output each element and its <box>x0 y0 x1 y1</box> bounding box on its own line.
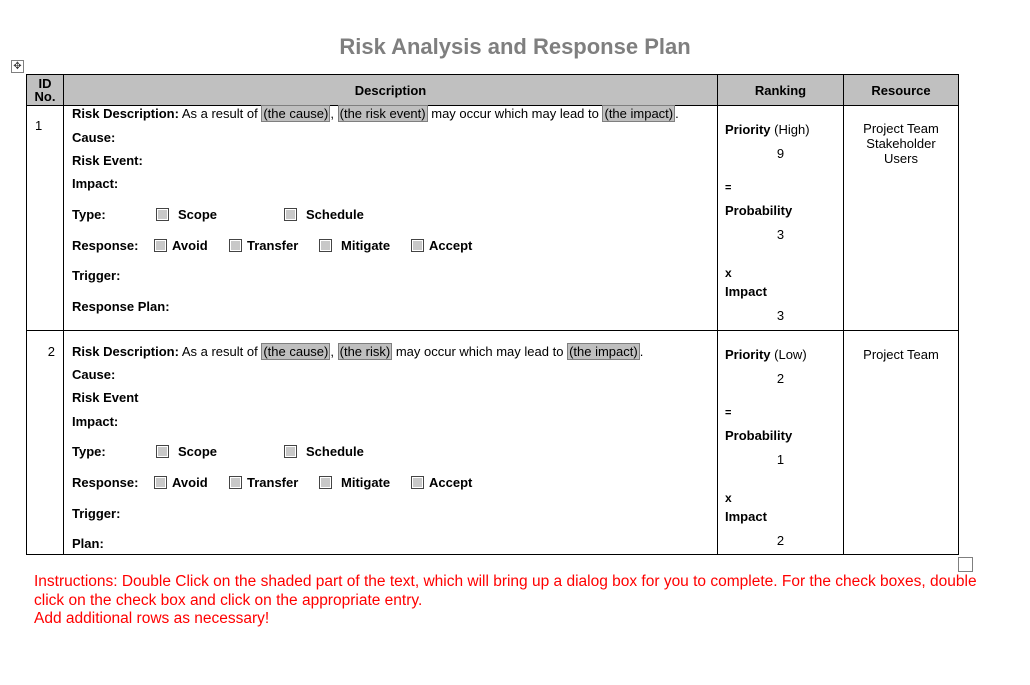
checkbox-label: Accept <box>429 238 473 253</box>
response-label: Response: <box>72 475 139 490</box>
separator: , <box>330 106 334 121</box>
resource-cell <box>844 106 959 331</box>
impact-label: Impact: <box>72 176 119 191</box>
instructions-note: Add additional rows as necessary! <box>34 610 270 627</box>
response-plan-label: Response Plan: <box>72 299 170 314</box>
trigger-label: Trigger: <box>72 506 121 521</box>
ranking-cell <box>718 331 844 555</box>
table-resize-handle[interactable] <box>958 557 973 572</box>
ranking-cell <box>718 106 844 331</box>
description-cell <box>64 106 718 331</box>
cause-label: Cause: <box>72 130 116 145</box>
probability-value: 1 <box>776 452 785 467</box>
id-cell <box>27 331 64 555</box>
checkbox-icon[interactable] <box>411 476 424 489</box>
risk-text-1: As a result of <box>181 344 258 359</box>
equals-sign: = <box>725 182 732 194</box>
resource-item: Project Team <box>863 121 939 136</box>
sentence-end: . <box>639 344 644 359</box>
checkbox-label: Avoid <box>172 475 208 490</box>
resource-item: Stakeholder <box>866 136 936 151</box>
impact-rank-label: Impact <box>725 284 767 299</box>
id-cell <box>27 106 64 331</box>
header-ranking: Ranking <box>718 75 844 106</box>
checkbox-label: Mitigate <box>341 475 391 490</box>
checkbox-icon[interactable] <box>154 476 167 489</box>
impact-rank-label: Impact <box>725 509 767 524</box>
header-description: Description <box>64 75 718 106</box>
priority-label: Priority <box>725 122 771 137</box>
checkbox-label: Mitigate <box>341 238 391 253</box>
type-schedule-checkbox[interactable] <box>284 444 364 459</box>
priority-line <box>725 347 807 362</box>
checkbox-label: Scope <box>178 444 218 459</box>
type-label: Type: <box>72 444 106 459</box>
priority-value: 2 <box>776 371 785 386</box>
cause-field[interactable]: (the cause) <box>263 106 329 121</box>
impact-value: 2 <box>776 533 785 548</box>
response-transfer-checkbox[interactable] <box>229 475 298 490</box>
impact-value: 3 <box>776 308 785 323</box>
response-accept-checkbox[interactable] <box>411 238 472 253</box>
resource-item: Users <box>884 151 918 166</box>
document-title: Risk Analysis and Response Plan <box>339 34 691 59</box>
risk-event-label: Risk Event: <box>72 153 143 168</box>
header-id <box>27 75 64 106</box>
risk-description-label: Risk Description: <box>72 344 179 359</box>
table-row <box>27 331 959 555</box>
table-header-row <box>27 75 959 106</box>
risk-text-1: As a result of <box>181 106 258 121</box>
checkbox-icon[interactable] <box>284 445 297 458</box>
checkbox-label: Schedule <box>306 444 364 459</box>
row-id: 1 <box>35 118 43 133</box>
resource-item: Project Team <box>863 347 939 362</box>
priority-value: 9 <box>776 146 785 161</box>
checkbox-icon[interactable] <box>154 239 167 252</box>
priority-line <box>725 122 810 137</box>
impact-field[interactable]: (the impact) <box>569 344 638 359</box>
plan-label: Plan: <box>72 536 104 551</box>
response-transfer-checkbox[interactable] <box>229 238 298 253</box>
risk-event-field[interactable]: (the risk) <box>339 344 391 359</box>
checkbox-label: Schedule <box>306 207 364 222</box>
type-scope-checkbox[interactable] <box>156 207 217 222</box>
type-scope-checkbox[interactable] <box>156 444 217 459</box>
response-avoid-checkbox[interactable] <box>154 475 208 490</box>
impact-label: Impact: <box>72 414 119 429</box>
checkbox-label: Transfer <box>247 475 299 490</box>
risk-text-2: may occur which may lead to <box>395 344 564 359</box>
move-icon[interactable]: ✥ <box>11 60 24 73</box>
sentence-end: . <box>675 106 679 121</box>
checkbox-label: Avoid <box>172 238 208 253</box>
priority-label: Priority <box>725 347 771 362</box>
response-avoid-checkbox[interactable] <box>154 238 208 253</box>
response-label: Response: <box>72 238 139 253</box>
response-accept-checkbox[interactable] <box>411 475 472 490</box>
checkbox-label: Transfer <box>247 238 299 253</box>
response-mitigate-checkbox[interactable] <box>319 475 390 490</box>
risk-event-label: Risk Event <box>72 390 139 405</box>
checkbox-label: Accept <box>429 475 473 490</box>
risk-table <box>26 74 959 555</box>
checkbox-icon[interactable] <box>229 239 242 252</box>
header-id-line2: No. <box>34 89 56 104</box>
checkbox-icon[interactable] <box>156 208 169 221</box>
trigger-label: Trigger: <box>72 268 121 283</box>
equals-sign: = <box>725 407 732 419</box>
risk-description-line <box>72 106 679 121</box>
risk-description-label: Risk Description: <box>72 106 179 121</box>
impact-field[interactable]: (the impact) <box>604 106 674 121</box>
probability-value: 3 <box>776 227 785 242</box>
checkbox-icon[interactable] <box>229 476 242 489</box>
priority-level: (High) <box>774 122 810 137</box>
response-mitigate-checkbox[interactable] <box>319 238 390 253</box>
checkbox-icon[interactable] <box>319 476 332 489</box>
type-schedule-checkbox[interactable] <box>284 207 364 222</box>
separator: , <box>330 344 334 359</box>
header-resource: Resource <box>844 75 959 106</box>
type-label: Type: <box>72 207 106 222</box>
table-row <box>27 106 959 331</box>
multiply-sign: x <box>725 266 732 280</box>
instructions <box>34 573 994 629</box>
checkbox-icon[interactable] <box>319 239 332 252</box>
risk-event-field[interactable]: (the risk event) <box>339 106 426 121</box>
resource-cell <box>844 331 959 555</box>
cause-label: Cause: <box>72 367 116 382</box>
checkbox-icon[interactable] <box>284 208 297 221</box>
row-id: 2 <box>47 344 55 359</box>
checkbox-icon[interactable] <box>156 445 169 458</box>
checkbox-label: Scope <box>178 207 218 222</box>
instructions-text: Instructions: Double Click on the shaded part of the text, which will bring up a dialog box for you to complete. For the check boxes, double click on the check box and click on the appropriate entry. <box>34 573 977 609</box>
cause-field[interactable]: (the cause) <box>263 344 329 359</box>
multiply-sign: x <box>725 491 732 505</box>
probability-label: Probability <box>725 203 793 218</box>
risk-description-line <box>72 344 643 359</box>
priority-level: (Low) <box>774 347 807 362</box>
probability-label: Probability <box>725 428 793 443</box>
risk-text-2: may occur which may lead to <box>431 106 599 121</box>
checkbox-icon[interactable] <box>411 239 424 252</box>
header-id-line1: ID <box>38 76 52 91</box>
description-cell <box>64 331 718 555</box>
